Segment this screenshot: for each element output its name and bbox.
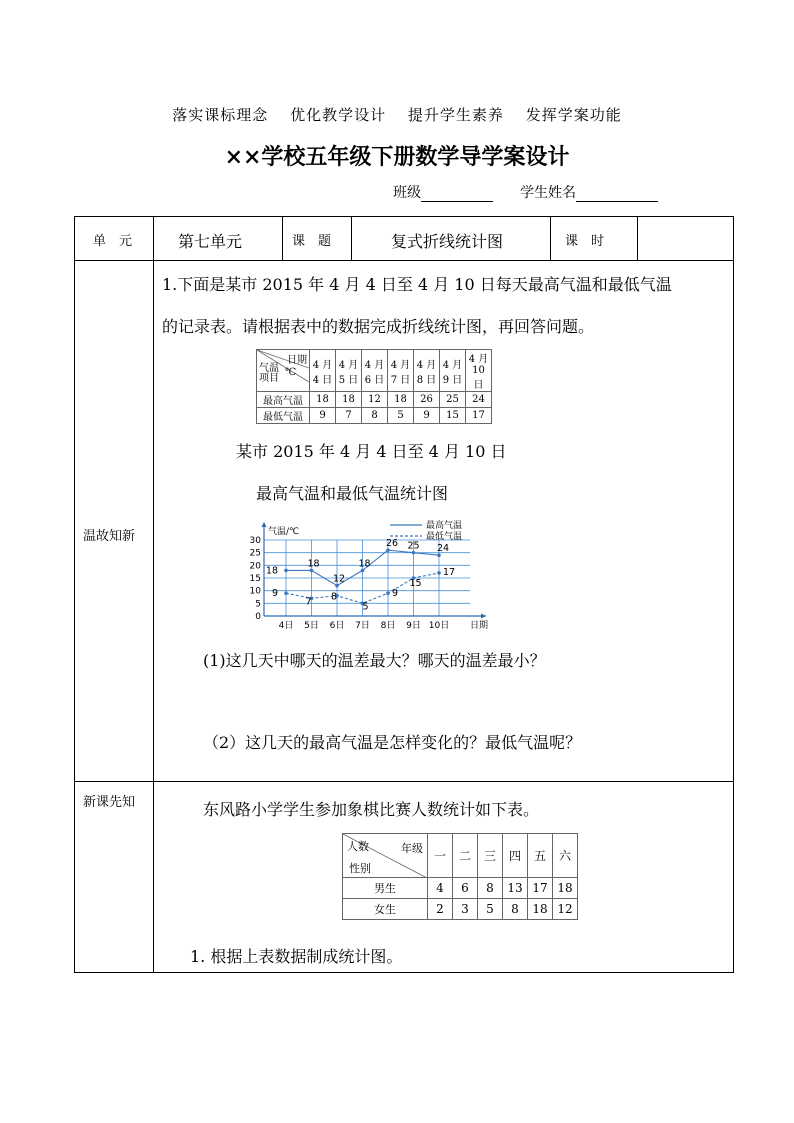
grade-col: 一 [428, 834, 453, 878]
date-col: 4 月 8 日 [414, 350, 440, 392]
y-tick-label: 25 [249, 548, 261, 559]
corner-gender: 性别 [349, 862, 371, 875]
table-row: 最高气温 18 18 12 18 26 25 24 [257, 392, 492, 408]
data-label: 7 [305, 596, 312, 608]
corner-date: 日期 [287, 355, 307, 366]
x-tick-label: 6日 [329, 621, 345, 631]
data-point [284, 591, 288, 595]
data-point [437, 571, 441, 575]
grade-col: 三 [478, 834, 503, 878]
data-label: 26 [386, 538, 399, 550]
slogan-bar [0, 104, 794, 125]
date-col: 4 月 5 日 [336, 350, 362, 392]
y-tick-label: 5 [255, 599, 261, 610]
chart-title-line1: 某市 2015 年 4 月 4 日至 4 月 10 日 [236, 442, 507, 461]
corner-item: 项目 [259, 373, 279, 384]
x-tick-label: 4日 [278, 621, 294, 631]
data-label: 9 [392, 588, 399, 600]
slogan-2: 优化教学设计 [290, 106, 387, 124]
row-label-boys: 男生 [343, 878, 428, 899]
slogan-4: 发挥学案功能 [525, 106, 622, 124]
name-label: 学生姓名 [520, 185, 576, 201]
data-label: 18 [307, 558, 320, 570]
data-label: 18 [358, 558, 371, 570]
corner-grade: 年级 [401, 842, 423, 855]
grade-col: 二 [453, 834, 478, 878]
data-label: 24 [437, 543, 450, 555]
class-blank[interactable] [421, 187, 493, 202]
new-lesson-intro: 东风路小学学生参加象棋比赛人数统计如下表。 [203, 800, 540, 819]
x-axis-label: 日期 [470, 621, 489, 631]
corner-temp: 气温 [259, 363, 279, 374]
table-row: 女生 2 3 5 8 18 12 [343, 899, 578, 920]
y-tick-label: 0 [255, 612, 261, 622]
chess-table-corner [343, 834, 428, 878]
grade-col: 六 [553, 834, 578, 878]
chart-title-line2: 最高气温和最低气温统计图 [256, 484, 449, 503]
x-axis-arrow [481, 614, 486, 619]
data-point [284, 569, 288, 573]
grade-col: 四 [503, 834, 528, 878]
date-col: 4 月 10 日 [466, 350, 492, 392]
col-divider-3 [351, 217, 352, 260]
q1-line1: 1.下面是某市 2015 年 4 月 4 日至 4 月 10 日每天最高气温和最低气温 [162, 275, 672, 294]
chess-participants-table [342, 833, 578, 920]
sub-question-2: （2）这几天的最高气温是怎样变化的？最低气温呢？ [203, 733, 582, 752]
temp-table-corner [257, 350, 310, 392]
data-label: 15 [409, 578, 422, 589]
data-label: 12 [333, 573, 346, 585]
q1-line2: 的记录表。请根据表中的数据完成折线统计图，再回答问题。 [162, 317, 595, 336]
temperature-line-chart [240, 520, 510, 632]
y-tick-label: 30 [249, 536, 261, 546]
y-axis-arrow [262, 522, 267, 527]
y-axis-label: 气温/℃ [268, 527, 300, 537]
corner-unit: ℃ [285, 367, 297, 378]
date-col: 4 月 6 日 [362, 350, 388, 392]
class-field[interactable] [393, 182, 493, 202]
col-divider-4 [550, 217, 551, 260]
table-row: 男生 4 6 8 13 17 18 [343, 878, 578, 899]
page-title: ××学校五年级下册数学导学案设计 [224, 144, 570, 170]
topic-label: 课 题 [292, 234, 332, 249]
date-col: 4 月 4 日 [310, 350, 336, 392]
y-tick-label: 15 [249, 574, 261, 584]
date-col: 4 月 9 日 [440, 350, 466, 392]
x-tick-label: 7日 [355, 621, 370, 631]
new-lesson-task: 1. 根据上表数据制成统计图。 [190, 947, 403, 966]
col-divider-2 [282, 217, 283, 260]
legend-label: 最低气温 [426, 532, 463, 542]
row-divider-2 [75, 781, 733, 782]
data-label: 17 [443, 566, 456, 578]
topic-value: 复式折线统计图 [391, 232, 504, 251]
row-divider-1 [75, 260, 733, 261]
corner-people: 人数 [347, 840, 369, 853]
x-tick-label: 9日 [406, 621, 421, 631]
data-label: 8 [331, 591, 338, 603]
data-point [386, 591, 390, 595]
col-divider-5 [637, 217, 638, 260]
x-tick-label: 10日 [428, 621, 450, 631]
data-label: 25 [407, 540, 420, 552]
unit-value: 第七单元 [178, 232, 243, 251]
legend-label: 最高气温 [426, 521, 463, 531]
y-tick-label: 10 [249, 586, 261, 597]
unit-label: 单 元 [93, 234, 133, 249]
date-col: 4 月 7 日 [388, 350, 414, 392]
y-tick-label: 20 [249, 561, 261, 572]
class-label: 班级 [393, 185, 421, 201]
x-tick-label: 8日 [380, 621, 396, 631]
section-review-label: 温故知新 [83, 529, 136, 544]
slogan-1: 落实课标理念 [172, 106, 269, 124]
table-row: 最低气温 9 7 8 5 9 15 17 [257, 408, 492, 424]
x-tick-label: 5日 [304, 621, 319, 631]
slogan-3: 提升学生素养 [407, 106, 504, 124]
sub-question-1: (1)这几天中哪天的温差最大？哪天的温差最小？ [203, 651, 546, 670]
row-label-low: 最低气温 [257, 408, 310, 424]
col-divider-label [153, 217, 154, 972]
row-label-high: 最高气温 [257, 392, 310, 408]
period-label: 课 时 [565, 234, 605, 249]
name-field[interactable] [520, 182, 658, 202]
data-label: 18 [265, 565, 278, 577]
grade-col: 五 [528, 834, 553, 878]
row-label-girls: 女生 [343, 899, 428, 920]
data-label: 5 [362, 601, 369, 613]
section-new-label: 新课先知 [83, 795, 136, 810]
temperature-table [256, 349, 492, 424]
name-blank[interactable] [576, 187, 658, 202]
data-label: 9 [271, 588, 278, 600]
